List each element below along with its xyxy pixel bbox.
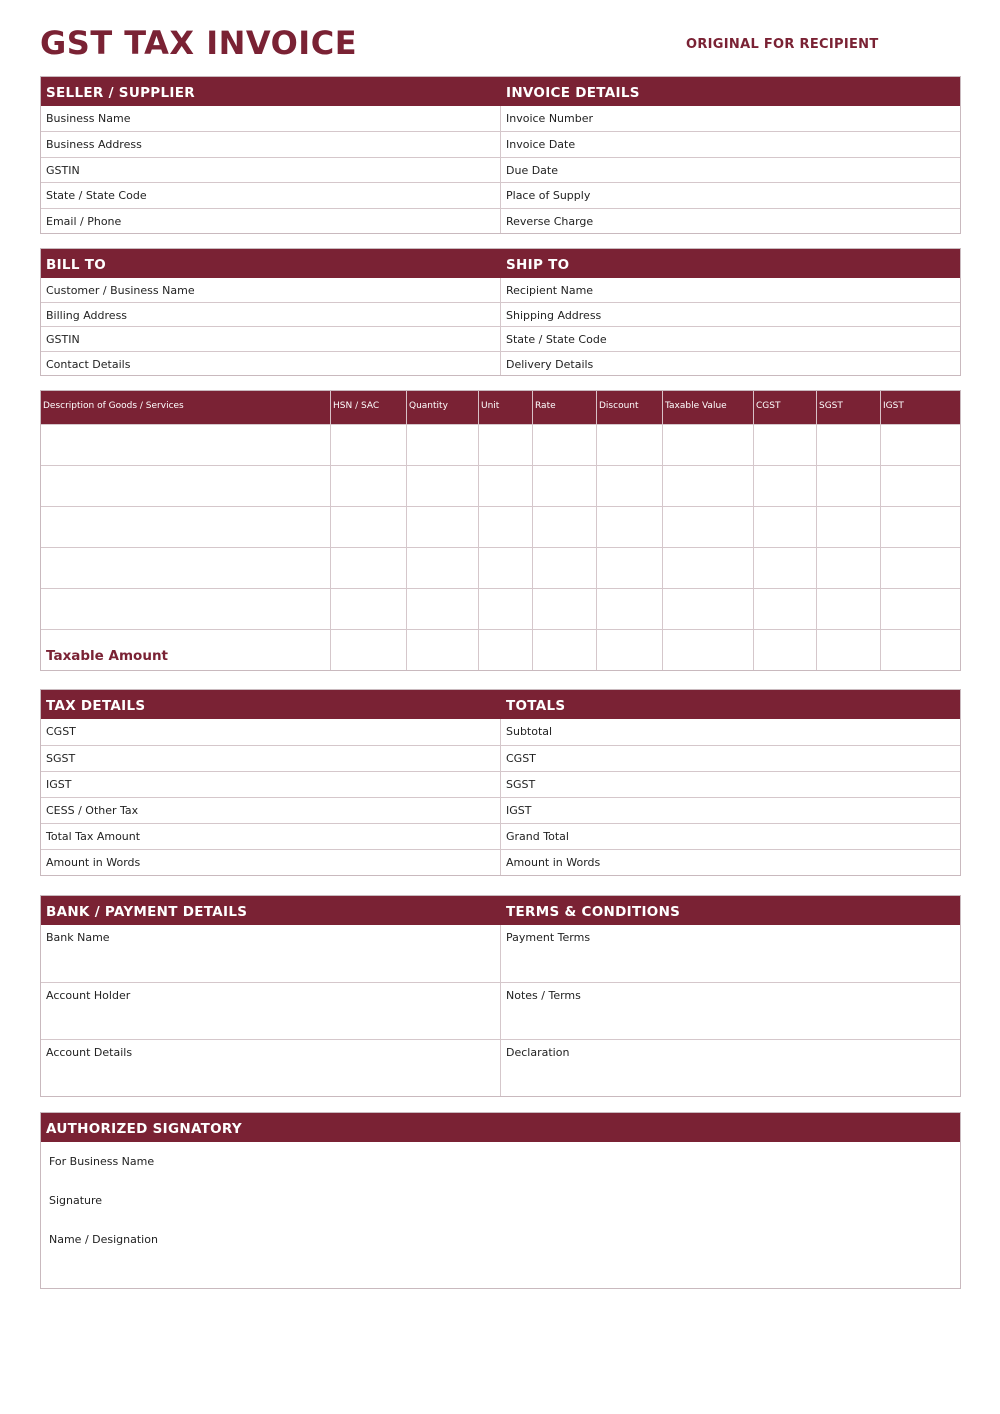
column-header: Description of Goods / Services [41,391,331,424]
field-row [41,823,960,849]
field-label: Bank Name [41,925,501,982]
field-row [41,745,960,771]
taxable-amount-label: Taxable Amount [41,630,331,670]
field-row [41,351,960,375]
item-cell[interactable] [479,507,533,547]
field-label: Contact Details [41,352,501,375]
item-cell[interactable] [331,630,407,670]
item-cell[interactable] [407,425,479,465]
field-label: State / State Code [506,333,607,347]
seller-title: SELLER / SUPPLIER [46,85,195,101]
item-cell[interactable] [663,630,754,670]
field-row [41,982,960,1039]
item-cell[interactable] [881,548,960,588]
field-label: Invoice Date [506,138,576,152]
item-cell[interactable] [597,589,663,629]
item-cell[interactable] [533,630,597,670]
field-label: Account Details [41,1040,501,1096]
item-cell[interactable] [41,466,331,506]
item-cell[interactable] [407,507,479,547]
item-row [41,424,960,465]
items-table-body [41,424,960,670]
item-cell[interactable] [754,466,817,506]
field-row [41,182,960,207]
field-label: GSTIN [41,158,501,182]
column-header: Unit [479,391,533,424]
field-label: SGST [506,778,536,791]
item-cell[interactable] [41,589,331,629]
item-cell[interactable] [881,630,960,670]
item-cell[interactable] [331,425,407,465]
item-cell[interactable] [817,589,881,629]
item-cell[interactable] [407,548,479,588]
section-header [41,896,960,925]
field-label: Notes / Terms [506,989,581,1002]
taxable-amount-row [41,629,960,670]
item-cell[interactable] [881,589,960,629]
field-row [41,771,960,797]
field-label: Business Address [41,132,501,156]
tax-totals-rows [41,719,960,875]
tax-details-title: TAX DETAILS [46,698,146,714]
item-row [41,547,960,588]
item-cell[interactable] [597,466,663,506]
field-label: CGST [41,719,501,745]
section-header [41,690,960,719]
terms-title: TERMS & CONDITIONS [506,904,681,920]
item-cell[interactable] [479,425,533,465]
field-label: State / State Code [41,183,501,207]
item-cell[interactable] [533,425,597,465]
signatory-section [40,1112,961,1289]
item-cell[interactable] [479,548,533,588]
field-row [41,157,960,182]
signatory-line: Signature [49,1194,103,1207]
bill-ship-rows [41,278,960,375]
item-cell[interactable] [533,548,597,588]
field-label: Delivery Details [506,357,594,371]
item-cell[interactable] [663,466,754,506]
bank-terms-section [40,895,961,1097]
item-cell[interactable] [597,548,663,588]
item-cell[interactable] [533,466,597,506]
items-table [40,390,961,671]
field-label: Account Holder [41,983,501,1039]
item-cell[interactable] [817,507,881,547]
field-row [41,925,960,982]
field-label: GSTIN [41,327,501,350]
column-header: HSN / SAC [331,391,407,424]
item-cell[interactable] [754,548,817,588]
invoice-details-title: INVOICE DETAILS [506,85,640,101]
column-header: CGST [754,391,817,424]
field-row [41,326,960,350]
item-cell[interactable] [41,425,331,465]
item-row [41,588,960,629]
item-cell[interactable] [41,548,331,588]
field-label: Billing Address [41,303,501,326]
field-label: Grand Total [506,830,569,843]
item-cell[interactable] [597,630,663,670]
field-label: Reverse Charge [506,214,594,228]
item-cell[interactable] [754,589,817,629]
column-header: Discount [597,391,663,424]
field-label: Due Date [506,163,558,177]
copy-label: ORIGINAL FOR RECIPIENT [686,37,879,52]
item-cell[interactable] [533,507,597,547]
bank-details-title: BANK / PAYMENT DETAILS [46,904,248,920]
section-header [41,1113,960,1142]
item-cell[interactable] [533,589,597,629]
field-row [41,106,960,131]
column-header: SGST [817,391,881,424]
item-cell[interactable] [331,507,407,547]
field-label: SGST [41,746,501,771]
item-cell[interactable] [754,425,817,465]
field-label: Subtotal [506,725,553,738]
field-row [41,849,960,875]
signatory-body [41,1142,960,1288]
section-header [41,249,960,278]
field-label: Amount in Words [506,856,601,869]
field-label: Total Tax Amount [41,824,501,849]
item-cell[interactable] [817,548,881,588]
section-header [41,77,960,106]
item-cell[interactable] [817,630,881,670]
item-cell[interactable] [881,466,960,506]
field-label: IGST [506,804,532,817]
item-cell[interactable] [663,507,754,547]
item-cell[interactable] [754,507,817,547]
item-row [41,506,960,547]
seller-invoice-section [40,76,961,234]
signatory-title: AUTHORIZED SIGNATORY [46,1121,242,1137]
field-label: Business Name [41,106,501,131]
item-cell[interactable] [663,589,754,629]
item-cell[interactable] [663,548,754,588]
item-cell[interactable] [479,589,533,629]
column-header: Quantity [407,391,479,424]
item-cell[interactable] [881,425,960,465]
tax-totals-section [40,689,961,876]
item-cell[interactable] [331,466,407,506]
field-label: CGST [506,752,536,765]
field-row [41,302,960,326]
field-label: Invoice Number [506,112,594,125]
field-label: Declaration [506,1046,570,1059]
signatory-line: Name / Designation [49,1233,158,1246]
field-label: Customer / Business Name [41,278,501,302]
field-label: Email / Phone [41,209,501,233]
field-label: Recipient Name [506,284,594,297]
field-label: Amount in Words [41,850,501,875]
column-header: Taxable Value [663,391,754,424]
item-cell[interactable] [407,589,479,629]
field-label: Shipping Address [506,309,602,323]
item-cell[interactable] [817,425,881,465]
item-cell[interactable] [597,507,663,547]
bill-to-title: BILL TO [46,257,107,273]
ship-to-title: SHIP TO [506,257,570,273]
item-cell[interactable] [817,466,881,506]
field-row [41,208,960,233]
bank-terms-rows [41,925,960,1096]
field-row [41,278,960,302]
column-header: IGST [883,401,904,411]
item-cell[interactable] [41,507,331,547]
item-cell[interactable] [597,425,663,465]
item-cell[interactable] [881,507,960,547]
field-row [41,719,960,745]
item-cell[interactable] [663,425,754,465]
item-cell[interactable] [331,589,407,629]
item-cell[interactable] [479,466,533,506]
item-row [41,465,960,506]
items-table-header [41,391,960,424]
field-row [41,131,960,156]
signatory-line: For Business Name [49,1155,155,1168]
seller-invoice-rows [41,106,960,233]
item-cell[interactable] [407,466,479,506]
field-row [41,797,960,823]
totals-title: TOTALS [506,698,566,714]
item-cell[interactable] [479,630,533,670]
item-cell[interactable] [754,630,817,670]
item-cell[interactable] [331,548,407,588]
field-label: CESS / Other Tax [41,798,501,823]
bill-ship-section [40,248,961,376]
field-label: IGST [41,772,501,797]
field-label: Payment Terms [506,931,591,944]
item-cell[interactable] [407,630,479,670]
column-header: Rate [533,391,597,424]
field-row [41,1039,960,1096]
invoice-title: GST TAX INVOICE [40,24,358,62]
field-label: Place of Supply [506,189,591,203]
